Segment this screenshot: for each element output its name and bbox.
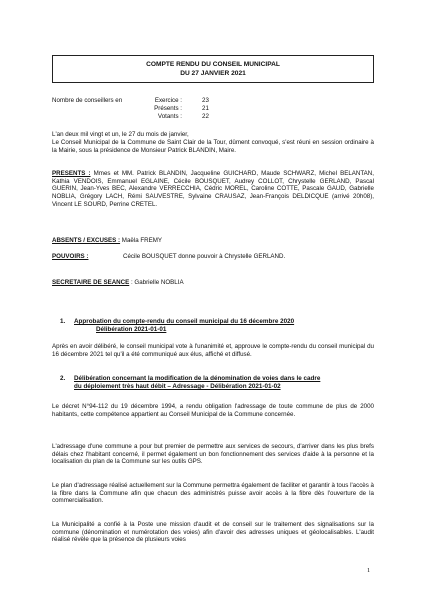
pouvoirs-label: POUVOIRS :: [52, 253, 89, 260]
item-2-paragraph-1: Le décret N°94-112 du 19 décembre 1994, a rendu obligation l'adressage de toute commune de plus de 2000 habitants, cette compétence appartient au Conseil Municipal de la Commune concernée.: [52, 403, 374, 418]
item-2-paragraph-2: L'adressage d'une commune a pour but premier de permettre aux services de secours, d'arriver dans les plus brefs délais chez l'habitant concerné, il permet également un bon fonctionnement des services d'aide à la personne et la localisation du plan de la Commune sur les outils GPS.: [52, 443, 374, 466]
count-value: 22: [202, 113, 209, 121]
pouvoirs-text: Cécile BOUSQUET donne pouvoir à Chrystelle GERLAND.: [123, 253, 286, 260]
count-label: Votants :: [157, 113, 182, 121]
item-heading-line-2: du déploiement très haut débit – Adressage - Délibération 2021-01-02: [74, 383, 281, 390]
title-box: [52, 55, 374, 83]
intro-line-1: L'an deux mil vingt et un, le 27 du mois de janvier,: [52, 131, 189, 138]
absents-label: ABSENTS / EXCUSES :: [52, 237, 121, 244]
count-label: Présents :: [154, 105, 182, 113]
item-heading-line-2: Délibération 2021-01-01: [96, 326, 167, 333]
absents-names: Maëla FREMY: [120, 237, 163, 244]
item-2-heading: [52, 375, 374, 393]
presents-paragraph: [52, 170, 374, 209]
count-value: 21: [202, 105, 209, 113]
secretaire-label: SECRETAIRE DE SEANCE: [52, 279, 130, 286]
pouvoirs-line: [52, 253, 374, 261]
absents-line: [52, 237, 374, 245]
intro-paragraph: Le Conseil Municipal de la Commune de Saint Clair de la Tour, dûment convoqué, s'est réuni en session ordinaire à la Mairie, sous la présidence de Monsieur Patrick BLANDIN, Maire.: [52, 139, 374, 154]
item-1-heading: [52, 318, 374, 336]
item-2-paragraph-4: La Municipalité a confié à la Poste une mission d'audit et de conseil sur le traitement des signalisations sur la commune (dénomination et numérotation des voies) afin d'avoir des adresses uniques et géolocalisables. L'audit réalisé révèle que la présence de plusieurs voies: [52, 521, 374, 544]
count-label: Exercice :: [154, 97, 182, 104]
title-line-1: COMPTE RENDU DU CONSEIL MUNICIPAL: [146, 61, 280, 68]
item-number: 2.: [60, 375, 66, 382]
item-heading-line-1: Délibération concernant la modification de la dénomination de voies dans le cadre: [74, 375, 321, 382]
item-number: 1.: [60, 318, 66, 325]
title-line-2: DU 27 JANVIER 2021: [180, 70, 246, 77]
page-number: 1: [367, 567, 371, 574]
item-2-paragraph-3: Le plan d'adressage réalisé actuellement sur la Commune permettra également de faciliter et garantir à tous l'accès à la fibre dans la Commune afin que chacun des administrés puisse avoir accès à la fibre dès l'ouverture de la commercialisation.: [52, 482, 374, 505]
item-1-paragraph: Après en avoir délibéré, le conseil municipal vote à l'unanimité et, approuve le compte-rendu du conseil municipal du 16 décembre 2021 tel qu'il a été communiqué aux élus, affiché et diffusé.: [52, 343, 374, 358]
item-heading-line-1: Approbation du compte-rendu du conseil municipal du 16 décembre 2020: [74, 318, 295, 325]
presents-label: PRESENTS :: [52, 170, 91, 177]
presents-list: Mmes et MM. Patrick BLANDIN, Jacqueline GUICHARD, Maude SCHWARZ, Michel BELANTAN, Kathia VENDOIS, Emmanuel EGLAINE, Cécile BOUSQUET, Audrey COLLOT, Chrystelle GERLAND, Pascal GUERIN, Jean-Yves BEC, Alexandre VERRECCHIA, Cédric MOREL, Caroline COTTE, Pascale GAUD, Gabrielle NOBLIA, Grégory LACH, Rémi SAUVESTRE, Sylvaine CRAUSAZ, Jean-François DELDICQUE (arrivé 20h08), Vincent LE SOURD, Perrine CRETEL.: [52, 170, 374, 208]
counts-label: Nombre de conseillers en: [52, 97, 123, 104]
secretaire-name: : Gabrielle NOBLIA: [129, 279, 184, 286]
count-value: 23: [202, 97, 209, 104]
secretaire-line: [52, 279, 374, 287]
